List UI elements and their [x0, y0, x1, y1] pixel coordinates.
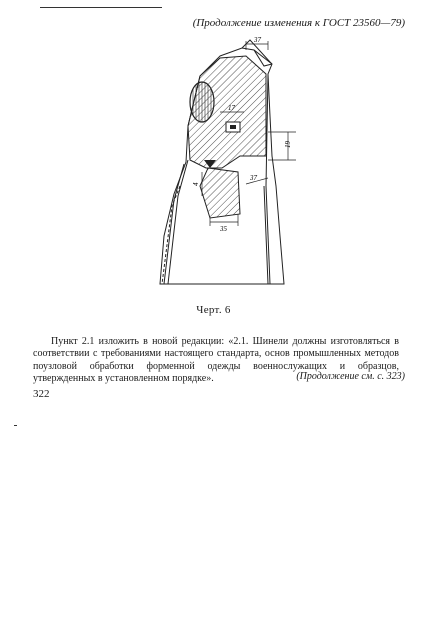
page-number: 322 — [33, 388, 50, 400]
body-paragraph: Пункт 2.1 изложить в новой редакции: «2.1. Шинели должны изготовляться в соответствии с требованиями настоящего стандарта, основ промышленных методов поузловой обработки форменной одежды военнослужащих и образцов, утвержденных в установленном порядке». — [33, 336, 399, 385]
coat-drawing — [150, 36, 310, 301]
continuation-header: (Продолжение изменения к ГОСТ 23560—79) — [192, 17, 405, 29]
dimension-label-bottom: 35 — [220, 225, 227, 233]
figure-caption: Черт. 6 — [196, 304, 231, 316]
dimension-label-pocket: 17 — [228, 104, 235, 112]
top-rule — [40, 7, 162, 8]
continued-note: (Продолжение см. с. 323) — [296, 371, 405, 382]
stray-mark — [14, 425, 17, 426]
dimension-label-side: 19 — [284, 141, 292, 148]
dimension-label-top: 37 — [254, 36, 261, 44]
dimension-label-hem: 37 — [250, 174, 257, 182]
armhole — [190, 82, 214, 122]
dimension-label-vertical: 4 — [192, 182, 200, 186]
lower-pocket — [200, 168, 240, 218]
